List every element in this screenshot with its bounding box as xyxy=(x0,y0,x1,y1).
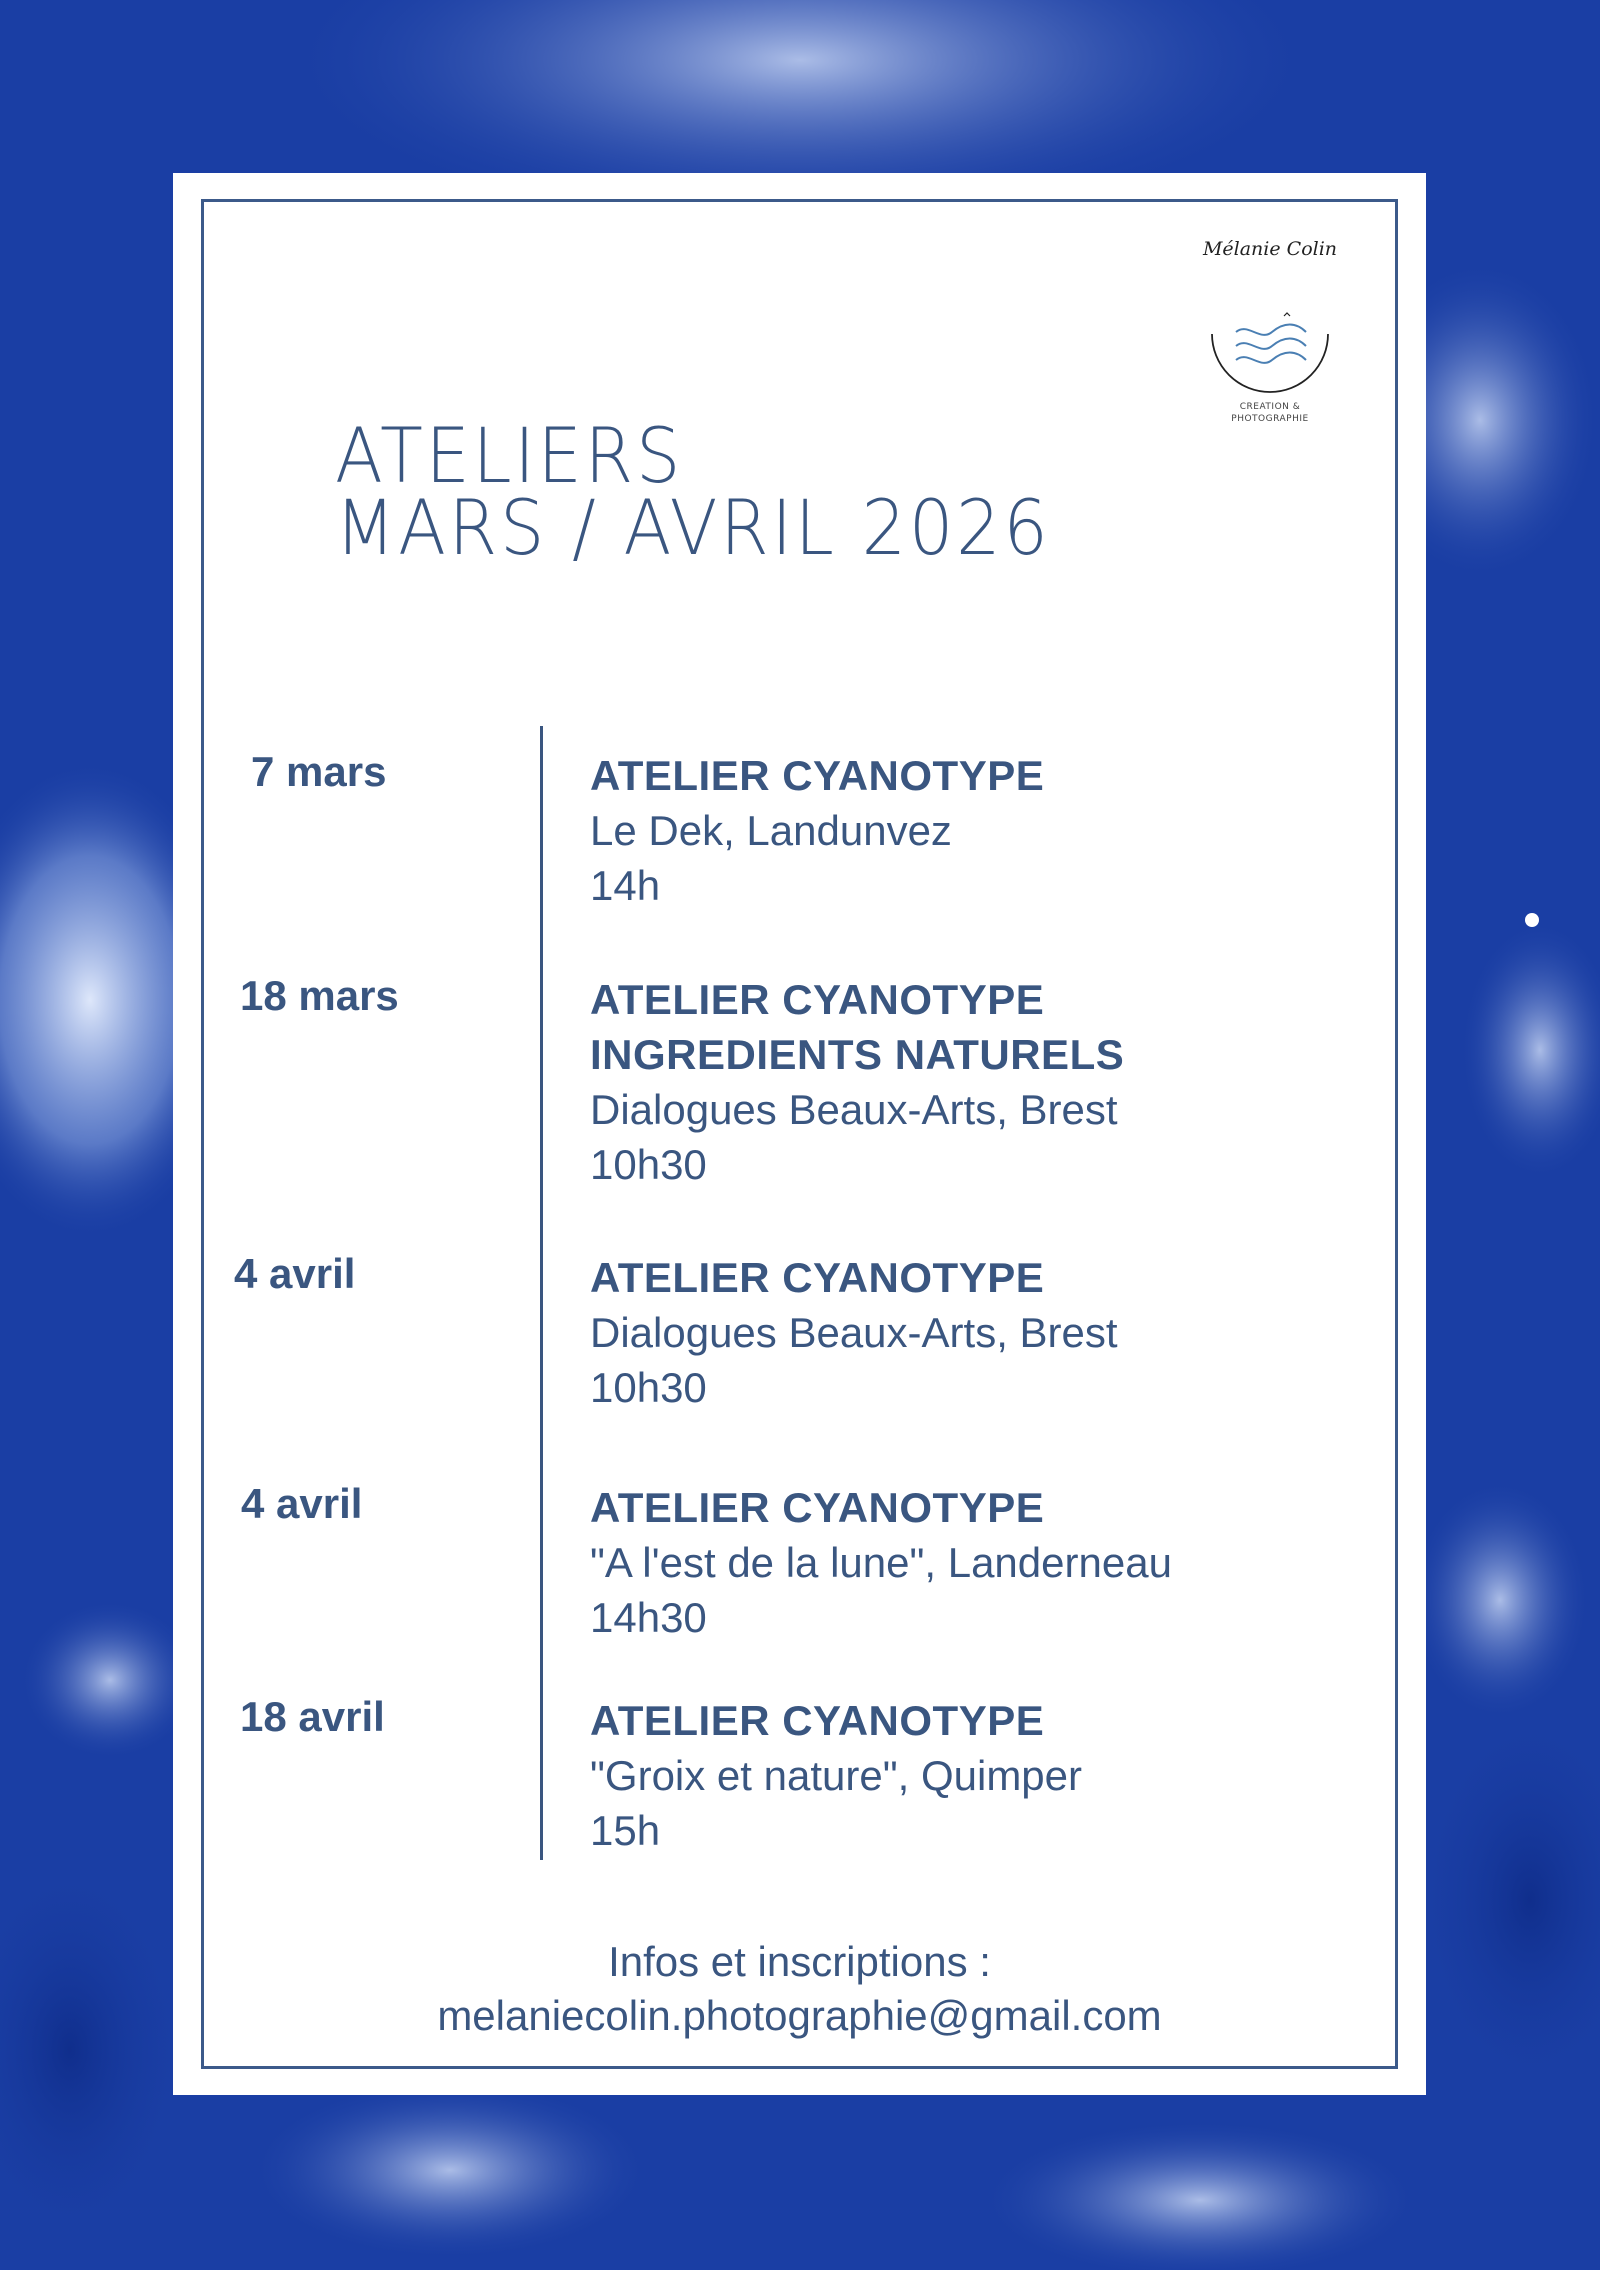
event-time: 10h30 xyxy=(590,1364,707,1411)
event-details xyxy=(590,1693,1082,1858)
brand-logo xyxy=(1180,230,1360,430)
event-date: 4 avril xyxy=(241,1480,363,1527)
event-date: 4 avril xyxy=(234,1250,356,1297)
page-subtitle: MARS / AVRIL 2026 xyxy=(335,483,1051,572)
event-time: 10h30 xyxy=(590,1141,707,1188)
event-date: 18 avril xyxy=(240,1693,385,1740)
contact-label: Infos et inscriptions : xyxy=(608,1938,991,1985)
event-date: 18 mars xyxy=(240,972,399,1019)
event-details xyxy=(590,1480,1172,1645)
vertical-divider xyxy=(540,726,543,1860)
event-title: ATELIER CYANOTYPE xyxy=(590,1254,1045,1301)
contact-info xyxy=(173,1935,1426,2043)
logo-tagline: PHOTOGRAPHIE xyxy=(1231,414,1309,424)
event-time: 15h xyxy=(590,1807,661,1854)
event-location: Dialogues Beaux-Arts, Brest xyxy=(590,1309,1118,1356)
event-details xyxy=(590,1250,1118,1415)
event-title: ATELIER CYANOTYPE xyxy=(590,1484,1045,1531)
event-location: Le Dek, Landunvez xyxy=(590,807,952,854)
page-title: ATELIERS xyxy=(335,411,684,500)
event-title: ATELIER CYANOTYPE xyxy=(590,752,1045,799)
event-title: INGREDIENTS NATURELS xyxy=(590,1031,1125,1078)
event-title: ATELIER CYANOTYPE xyxy=(590,976,1045,1023)
event-date: 7 mars xyxy=(251,748,387,795)
event-title: ATELIER CYANOTYPE xyxy=(590,1697,1045,1744)
event-location: Dialogues Beaux-Arts, Brest xyxy=(590,1086,1118,1133)
contact-email: melaniecolin.photographie@gmail.com xyxy=(437,1992,1162,2039)
event-location: "A l'est de la lune", Landerneau xyxy=(590,1539,1172,1586)
event-details xyxy=(590,972,1124,1192)
event-time: 14h30 xyxy=(590,1594,707,1641)
event-time: 14h xyxy=(590,862,661,909)
event-details xyxy=(590,748,1044,913)
waves-logo-icon xyxy=(1200,278,1340,418)
event-location: "Groix et nature", Quimper xyxy=(590,1752,1083,1799)
logo-tagline: CREATION & xyxy=(1239,402,1301,412)
logo-name: Mélanie Colin xyxy=(1202,238,1338,260)
